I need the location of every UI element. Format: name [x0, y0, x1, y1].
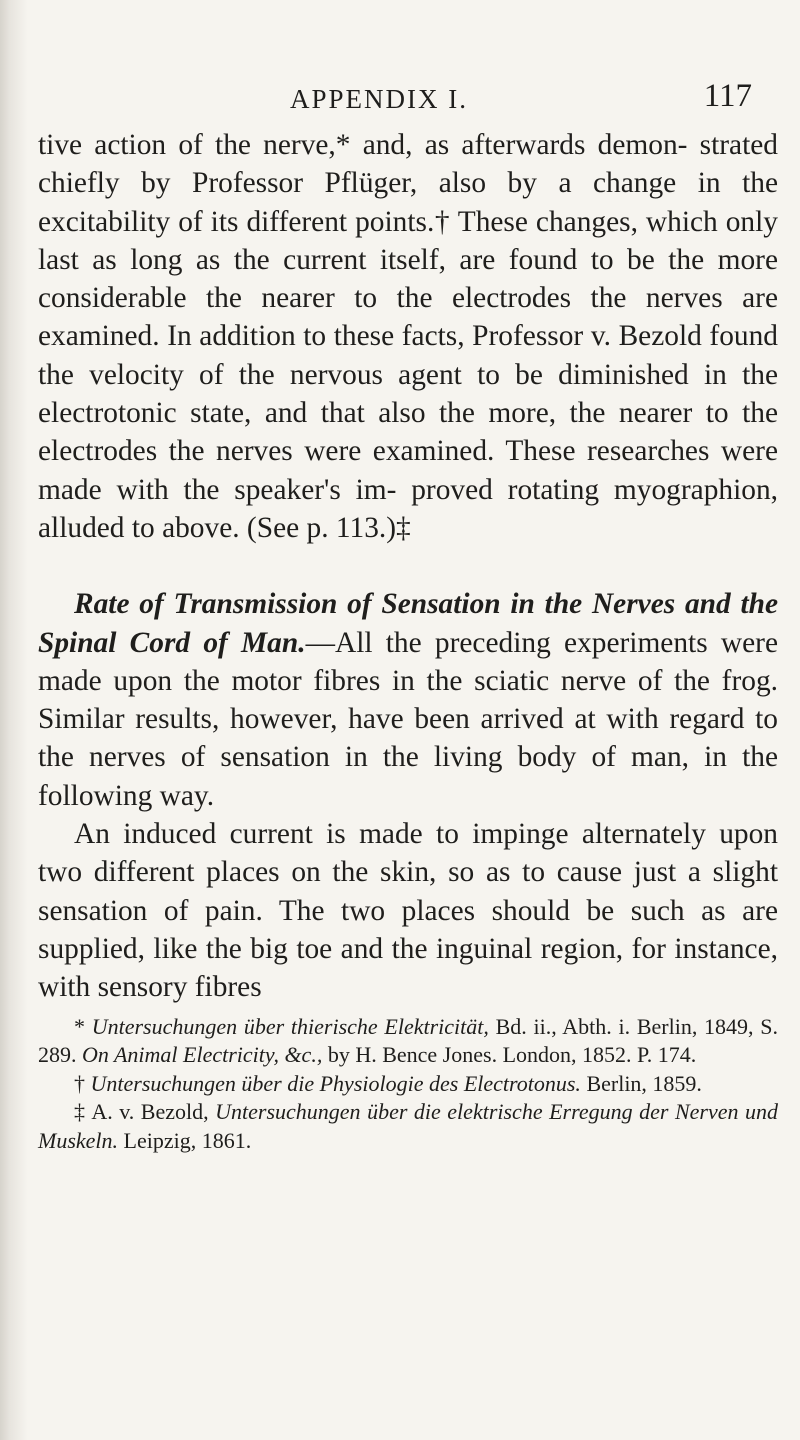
section-text: —All the preceding experiments were made upon the motor fibres in the sciatic nerve of the frog. Similar results, however, have been arrived at with regard to the nerves of sensation in the living body of man, in the following way.	[38, 626, 778, 812]
section-paragraph	[38, 585, 778, 815]
footnote-title: Untersuchungen über die Physiologie des Electrotonus.	[90, 1070, 581, 1096]
footnote-mark: ‡	[74, 1099, 87, 1125]
footnote-text: Bd. ii., Abth. i. Berlin, 1849, S. 289.	[38, 1013, 779, 1068]
page-binding-edge	[0, 0, 28, 1440]
footnote-text: Leipzig, 1861.	[118, 1127, 252, 1153]
paragraph-gap	[38, 547, 778, 585]
footnote	[38, 1070, 778, 1099]
running-head	[38, 70, 778, 126]
footnote-text: Berlin, 1859.	[580, 1070, 702, 1096]
footnote-title: On Animal Electricity, &c.,	[82, 1042, 323, 1068]
paragraph-continuation: tive action of the nerve,* and, as afterwards demon- strated chiefly by Professor Pflüger, also by a change in the excitability of its different points.† These changes, which only last as long as the current itself, are found to be the more considerable the nearer to the electrodes the nerves are examined. In addition to these facts, Professor v. Bezold found the velocity of the nervous agent to be diminished in the electrotonic state, and that also the more, the nearer to the electrodes the nerves were examined. These researches were made with the speaker's im- proved rotating myographion, alluded to above. (See p. 113.)‡	[38, 129, 778, 544]
footnote-author: A. v. Bezold,	[91, 1099, 216, 1125]
footnote-mark: †	[74, 1070, 85, 1096]
footnotes	[38, 1013, 778, 1156]
footnote-text: by H. Bence Jones. London, 1852. P. 174.	[322, 1042, 697, 1068]
section-heading: Rate of Transmission of Sensation in the Nerves and the Spinal Cord of Man.	[38, 588, 778, 659]
body-text	[38, 126, 778, 1007]
footnote	[38, 1013, 778, 1070]
footnote	[38, 1098, 778, 1155]
book-page	[38, 70, 778, 1155]
page-number: 117	[703, 78, 752, 114]
running-title: APPENDIX I.	[290, 84, 469, 114]
paragraph-induced-current: An induced current is made to impinge alternately upon two different places on the skin, so as to cause just a slight sensation of pain. The two places should be such as are supplied, like the big toe and the inguinal region, for instance, with sensory fibres	[38, 818, 778, 1004]
footnote-mark: *	[74, 1013, 85, 1039]
footnote-title: Untersuchungen über die elektrische Erregung der Nerven und Muskeln.	[38, 1099, 778, 1153]
footnote-title: Untersuchungen über thierische Elektricität,	[91, 1013, 489, 1039]
